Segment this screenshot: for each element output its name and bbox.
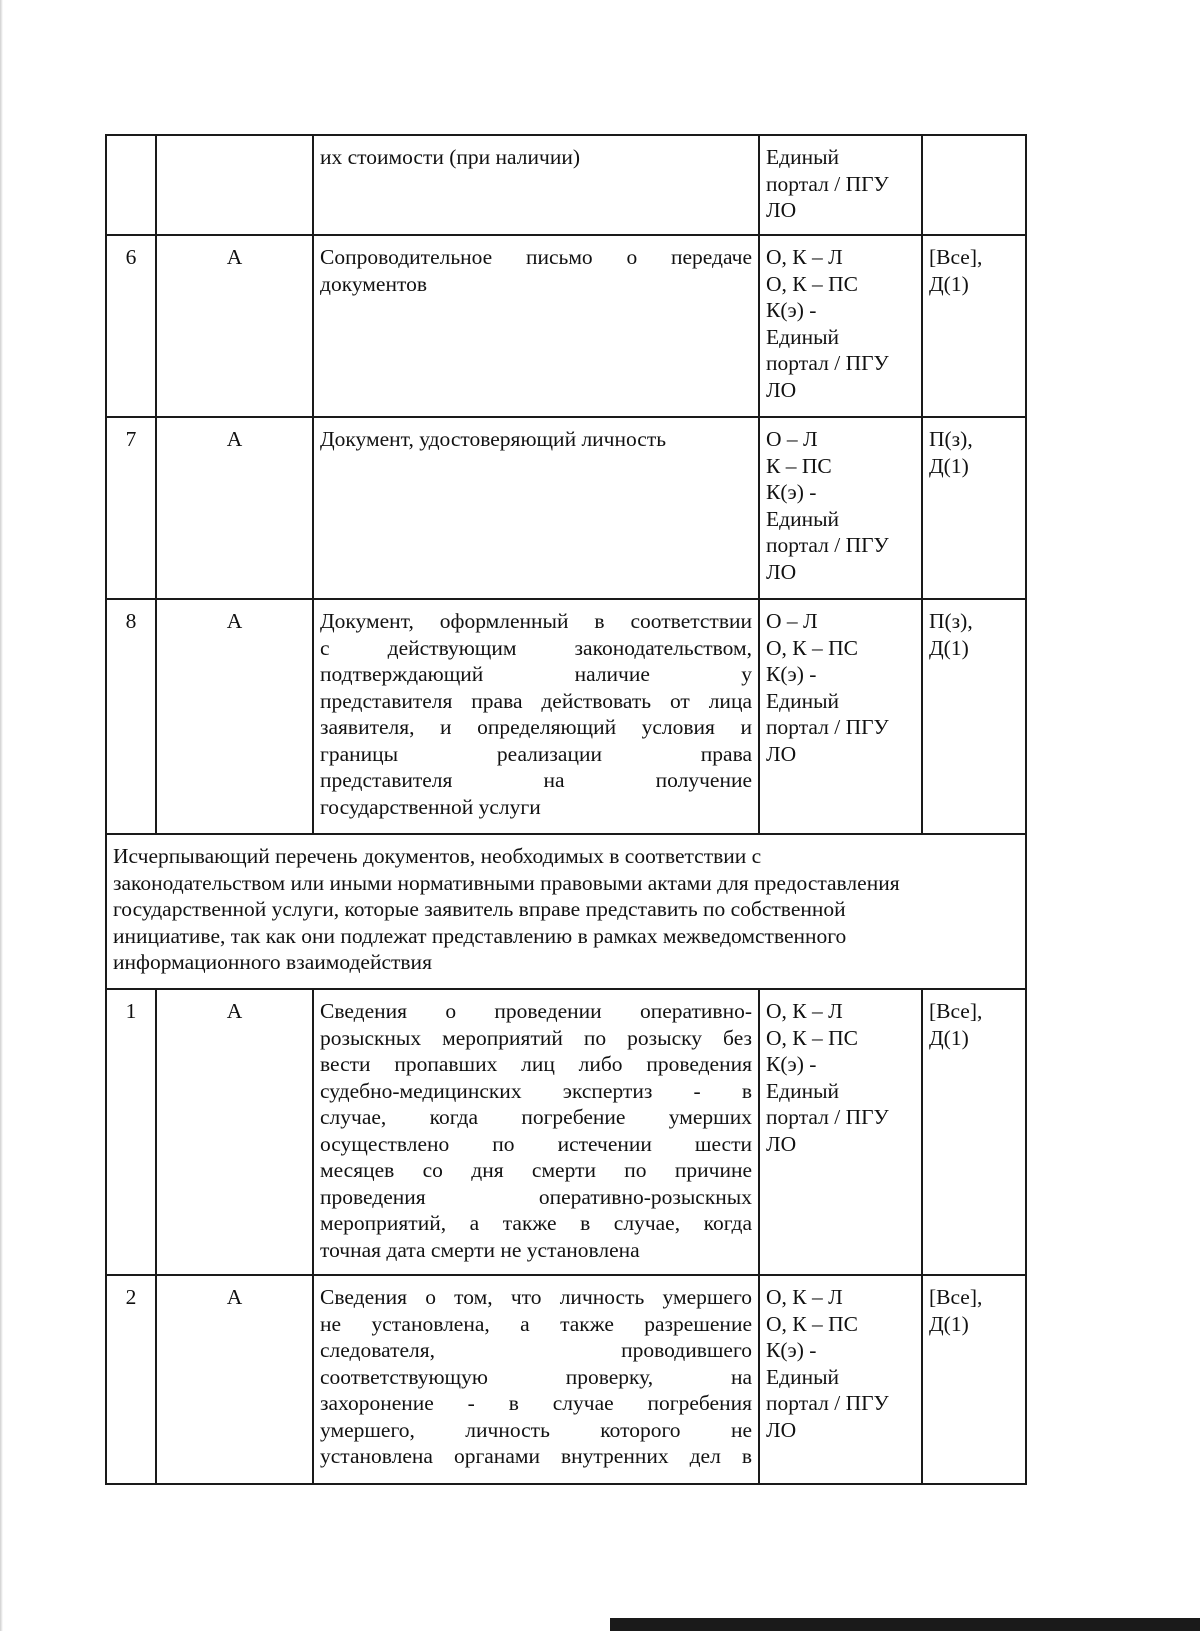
row-type-cell: А: [156, 989, 313, 1275]
requirement-line: Д(1): [929, 1025, 969, 1050]
form-line: О – Л: [766, 609, 818, 633]
form-line: ЛО: [766, 198, 797, 222]
document-name-line: установлена органами внутренних дел в: [320, 1444, 752, 1468]
section-header-cell: [106, 834, 1026, 989]
document-name-line: представителя на получение: [320, 768, 752, 792]
document-name-cell: [313, 417, 759, 599]
form-line: ЛО: [766, 559, 797, 584]
form-line: Единый: [766, 145, 840, 169]
document-name-line: проведения оперативно-розыскных: [320, 1184, 752, 1209]
document-name-line: документов: [320, 271, 427, 296]
document-name-line: не установлена, а также разрешение: [320, 1311, 752, 1336]
table-row: [106, 599, 1026, 834]
form-line: К(э) -: [766, 1052, 817, 1076]
form-line: портал / ПГУ: [766, 351, 889, 375]
form-line: О, К – Л: [766, 245, 843, 269]
form-line: портал / ПГУ: [766, 171, 889, 196]
form-line: О, К – ПС: [766, 1025, 858, 1050]
form-line: К(э) -: [766, 480, 817, 504]
row-type-cell: А: [156, 599, 313, 834]
submission-form-cell: [759, 135, 922, 235]
form-line: Единый: [766, 688, 840, 713]
row-type-cell: [156, 135, 313, 235]
documents-table: [105, 134, 1027, 1485]
section-header-line: Исчерпывающий перечень документов, необходимых в соответствии с: [113, 844, 762, 868]
document-name-cell: [313, 989, 759, 1275]
row-number-cell: 8: [106, 599, 156, 834]
requirement-line: П(з),: [929, 427, 973, 451]
table-row: [106, 135, 1026, 235]
submission-form-cell: [759, 1275, 922, 1484]
row-number-cell: 2: [106, 1275, 156, 1484]
row-type-cell: А: [156, 235, 313, 417]
form-line: О, К – ПС: [766, 635, 858, 660]
form-line: К(э) -: [766, 298, 817, 322]
form-line: портал / ПГУ: [766, 533, 889, 557]
form-line: Единый: [766, 506, 840, 531]
form-line: Единый: [766, 324, 840, 349]
form-line: ЛО: [766, 377, 797, 402]
document-name-line: Сопроводительное письмо о передаче: [320, 245, 752, 269]
document-name-line: осуществлено по истечении шести: [320, 1131, 752, 1156]
row-type-cell: А: [156, 1275, 313, 1484]
document-name-line: заявителя, и определяющий условия и: [320, 715, 752, 739]
table-row: [106, 235, 1026, 417]
document-name-line: государственной услуги: [320, 794, 541, 819]
document-name-line: розыскных мероприятий по розыску без: [320, 1025, 752, 1050]
document-name-line: захоронение - в случае погребения: [320, 1391, 752, 1415]
requirement-line: Д(1): [929, 453, 969, 478]
section-header-row: [106, 834, 1026, 989]
requirements-cell: [922, 1275, 1026, 1484]
document-name-line: судебно-медицинских экспертиз - в: [320, 1078, 752, 1103]
section-header-line: инициативе, так как они подлежат представлению в рамках межведомственного: [113, 923, 847, 948]
section-header-line: государственной услуги, которые заявитель вправе представить по собственной: [113, 897, 846, 921]
document-name-line: с действующим законодательством,: [320, 635, 752, 660]
submission-form-cell: [759, 417, 922, 599]
scan-bottom-edge: [610, 1618, 1200, 1631]
table-row: [106, 989, 1026, 1275]
form-line: К(э) -: [766, 1338, 817, 1362]
form-line: О, К – ПС: [766, 1311, 858, 1336]
document-name-line: границы реализации права: [320, 741, 752, 766]
requirement-line: [Все],: [929, 1285, 983, 1309]
form-line: ЛО: [766, 1417, 797, 1442]
form-line: Единый: [766, 1364, 840, 1389]
row-number-cell: 1: [106, 989, 156, 1275]
requirements-cell: [922, 235, 1026, 417]
requirements-cell: [922, 135, 1026, 235]
submission-form-cell: [759, 235, 922, 417]
requirement-line: Д(1): [929, 271, 969, 296]
document-name-line: вести пропавших лиц либо проведения: [320, 1052, 752, 1076]
table-row: [106, 1275, 1026, 1484]
submission-form-cell: [759, 989, 922, 1275]
document-name-line: Документ, оформленный в соответствии: [320, 609, 752, 633]
form-line: О, К – Л: [766, 999, 843, 1023]
row-number-cell: 6: [106, 235, 156, 417]
document-name-cell: [313, 135, 759, 235]
requirements-cell: [922, 989, 1026, 1275]
document-name-line: точная дата смерти не установлена: [320, 1237, 640, 1262]
section-header-line: информационного взаимодействия: [113, 950, 432, 974]
form-line: О – Л: [766, 427, 818, 451]
document-name-cell: [313, 1275, 759, 1484]
document-name-line: подтверждающий наличие у: [320, 662, 752, 686]
document-name-line: Сведения о проведении оперативно-: [320, 999, 752, 1023]
form-line: О, К – ПС: [766, 271, 858, 296]
row-number-cell: [106, 135, 156, 235]
scan-left-edge: [0, 0, 3, 1631]
form-line: К – ПС: [766, 453, 832, 478]
requirement-line: [Все],: [929, 999, 983, 1023]
form-line: Единый: [766, 1078, 840, 1103]
table-body: [106, 135, 1026, 1484]
document-name-line: умершего, личность которого не: [320, 1417, 752, 1442]
document-name-line: следователя, проводившего: [320, 1338, 752, 1362]
requirements-cell: [922, 599, 1026, 834]
document-name-line: месяцев со дня смерти по причине: [320, 1158, 752, 1182]
document-name-cell: [313, 599, 759, 834]
submission-form-cell: [759, 599, 922, 834]
document-name-line: представителя права действовать от лица: [320, 688, 752, 713]
row-number-cell: 7: [106, 417, 156, 599]
requirement-line: Д(1): [929, 1311, 969, 1336]
form-line: О, К – Л: [766, 1285, 843, 1309]
document-name-line: Сведения о том, что личность умершего: [320, 1285, 752, 1309]
document-name-line: их стоимости (при наличии): [320, 145, 581, 169]
form-line: ЛО: [766, 741, 797, 766]
document-name-line: соответствующую проверку, на: [320, 1364, 752, 1389]
form-line: портал / ПГУ: [766, 1105, 889, 1129]
document-name-line: Документ, удостоверяющий личность: [320, 427, 667, 451]
requirement-line: [Все],: [929, 245, 983, 269]
table-row: [106, 417, 1026, 599]
document-name-cell: [313, 235, 759, 417]
form-line: портал / ПГУ: [766, 715, 889, 739]
section-header-line: законодательством или иными нормативными правовыми актами для предоставления: [113, 870, 900, 895]
form-line: ЛО: [766, 1131, 797, 1156]
document-name-line: случае, когда погребение умерших: [320, 1105, 752, 1129]
requirements-cell: [922, 417, 1026, 599]
requirement-line: Д(1): [929, 635, 969, 660]
form-line: К(э) -: [766, 662, 817, 686]
requirement-line: П(з),: [929, 609, 973, 633]
row-type-cell: А: [156, 417, 313, 599]
document-name-line: мероприятий, а также в случае, когда: [320, 1211, 752, 1235]
form-line: портал / ПГУ: [766, 1391, 889, 1415]
